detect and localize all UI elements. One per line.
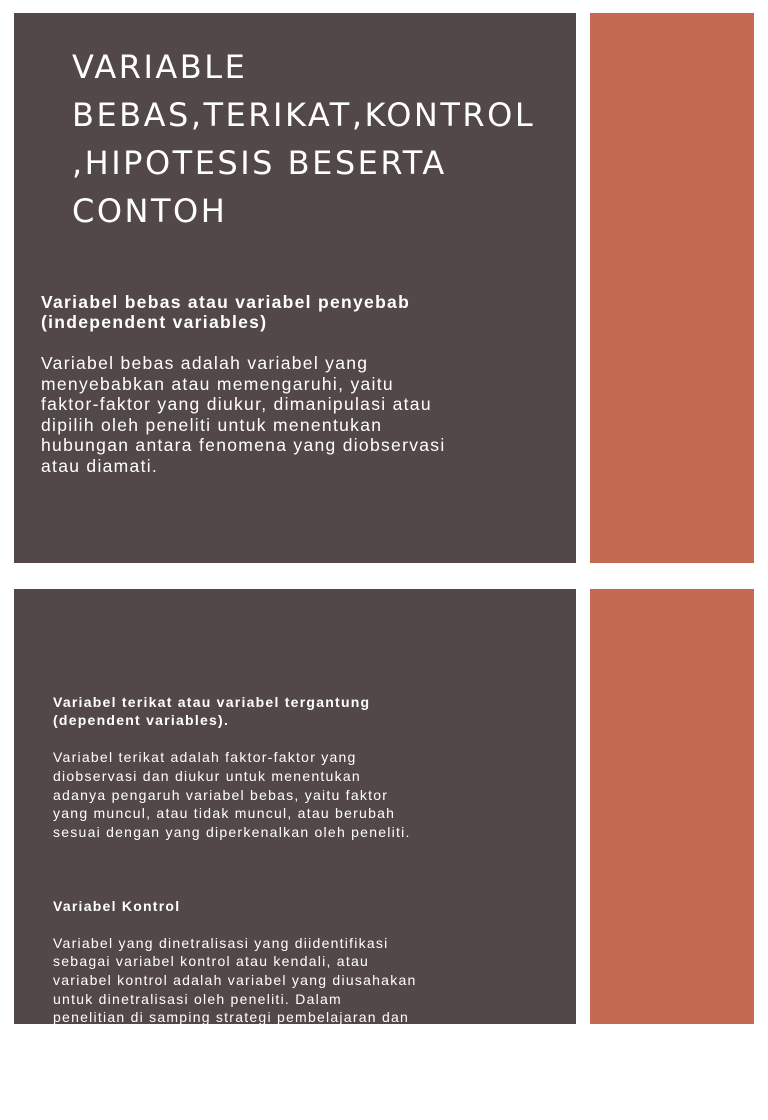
independent-variable-heading: Variabel bebas atau variabel penyebab (independent variables) <box>41 291 411 332</box>
section-spacer <box>53 860 553 878</box>
slide-title: VARIABLE BEBAS,TERIKAT,KONTROL ,HIPOTESIS BESERTA CONTOH <box>72 48 536 230</box>
slide-1 <box>14 13 576 563</box>
dependent-variable-heading: Variabel terikat atau variabel tergantung (dependent variables). <box>53 693 371 729</box>
slide-1-accent-panel <box>590 13 754 563</box>
independent-variable-text: Variabel bebas adalah variabel yang menyebabkan atau memengaruhi, yaitu faktor-faktor yang diukur, dimanipulasi atau dipilih oleh peneliti untuk menentukan hubungan antara fenomena yang diobservasi atau diamati. <box>41 353 446 476</box>
slide-2-accent-panel <box>590 589 754 1024</box>
slide-2-content <box>53 674 553 1120</box>
dependent-variable-text: Variabel terikat adalah faktor-faktor yang diobservasi dan diukur untuk menentukan adanya pengaruh variabel bebas, yaitu faktor yang muncul, atau tidak muncul, atau berubah sesuai dengan yang diperkenalkan oleh peneliti. <box>53 749 411 840</box>
control-variable-text: Variabel yang dinetralisasi yang diidentifikasi sebagai variabel kontrol atau kendali, atau variabel kontrol adalah variabel yang diusahakan untuk dinetralisasi oleh peneliti. Dalam penelitian di samping strategi pembelajaran dan tingkat kecerdasan, peneliti juga mempertimbangkan tingkat usia, misalnya kelompok umur tertentu, maka umur dalam penelitia ini dianggap sebagai variabel kendali. <box>53 934 417 1100</box>
control-variable-heading: Variabel Kontrol <box>53 897 181 914</box>
slide-2 <box>14 589 576 1100</box>
slide-1-content <box>41 271 541 497</box>
